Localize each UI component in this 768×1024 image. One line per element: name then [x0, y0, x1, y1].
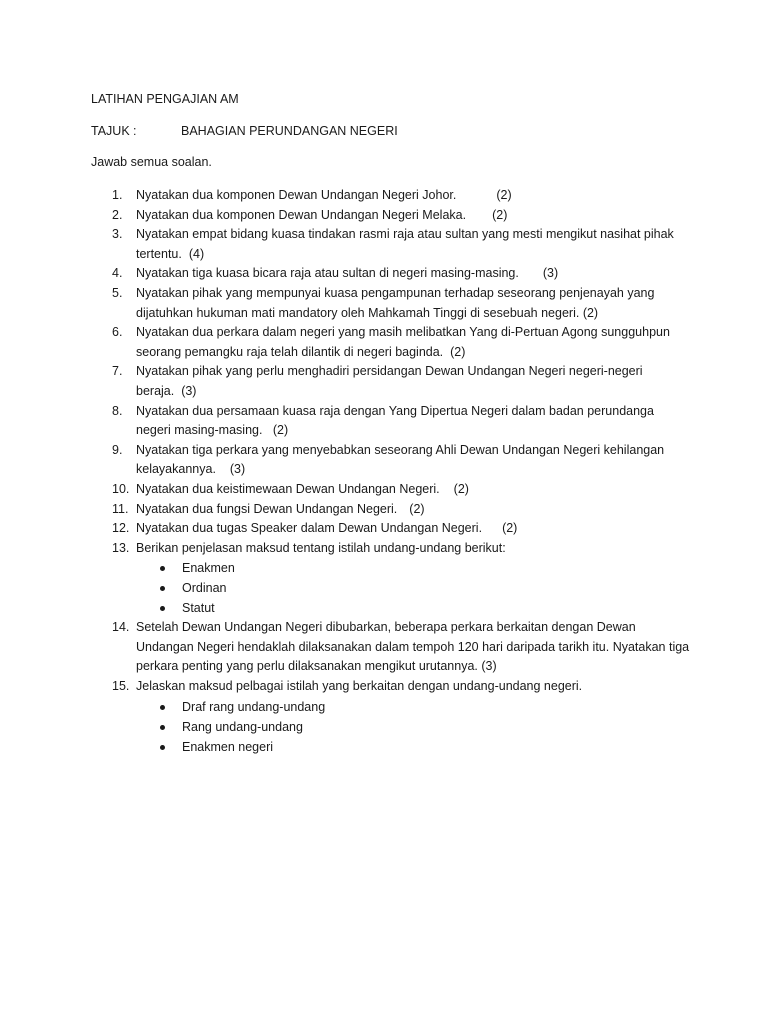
question-text: Nyatakan tiga kuasa bicara raja atau sultan di negeri masing-masing. — [136, 266, 519, 281]
question-text: Setelah Dewan Undangan Negeri dibubarkan, beberapa perkara berkaitan dengan Dewan Undangan Negeri hendaklah dilaksanakan dalam tempoh 120 hari daripada tarikh itu. Nyatakan tiga perkara penting yang perlu dilaksanakan mengikut urutannya. — [136, 620, 690, 674]
document-heading: LATIHAN PENGAJIAN AM — [91, 92, 239, 106]
question-marks: (2) — [496, 188, 512, 202]
question-marks: (3) — [542, 266, 559, 281]
question-text: Nyatakan dua tugas Speaker dalam Dewan Undangan Negeri. — [136, 521, 483, 536]
topic-line — [91, 124, 398, 138]
question-item — [91, 402, 691, 441]
question-item — [91, 618, 691, 677]
question-text: Nyatakan tiga perkara yang menyebabkan seseorang Ahli Dewan Undangan Negeri kehilangan kelayakannya. — [136, 442, 665, 477]
question-marks: (2) — [272, 423, 289, 438]
term-text: Enakmen — [182, 561, 235, 576]
question-marks: (2) — [453, 481, 469, 496]
question-marks: (2) — [502, 521, 518, 536]
question-text: Nyatakan empat bidang kuasa tindakan rasmi raja atau sultan yang mesti mengikut nasihat pihak tertentu. — [136, 227, 674, 261]
question-text: Nyatakan dua persamaan kuasa raja dengan Yang Dipertua Negeri dalam badan perundanga negeri masing-masing. — [136, 403, 654, 438]
question-number: 14. — [112, 620, 130, 635]
question-number: 13. — [112, 540, 130, 555]
term-text: Rang undang-undang — [182, 719, 303, 734]
question-marks: (3) — [481, 659, 497, 674]
term-list — [136, 558, 691, 618]
term-text: Statut — [182, 601, 215, 616]
question-text: Nyatakan pihak yang perlu menghadiri persidangan Dewan Undangan Negeri negeri-negeri beraja. — [136, 364, 643, 398]
bullet-icon — [160, 705, 165, 710]
bullet-icon — [160, 586, 165, 591]
question-text: Nyatakan pihak yang mempunyai kuasa pengampunan terhadap seseorang penjenayah yang dijatuhkan hukuman mati mandatory oleh Mahkamah Tinggi di sesebuah negeri. — [136, 285, 655, 320]
term-text: Enakmen negeri — [182, 739, 274, 754]
question-number: 7. — [112, 364, 123, 379]
question-item — [91, 539, 691, 619]
bullet-icon — [160, 725, 165, 730]
term-item — [136, 717, 691, 737]
question-item — [91, 284, 691, 323]
question-item — [91, 362, 691, 401]
instruction-text: Jawab semua soalan. — [91, 155, 212, 169]
question-marks: (2) — [450, 344, 466, 359]
question-item — [91, 206, 691, 226]
question-number: 5. — [112, 285, 123, 300]
question-text: Berikan penjelasan maksud tentang istilah undang-undang berikut: — [136, 540, 506, 555]
question-text: Nyatakan dua komponen Dewan Undangan Negeri Johor. — [136, 188, 457, 202]
question-marks: (2) — [582, 305, 599, 320]
question-item — [91, 225, 691, 264]
question-number: 3. — [112, 227, 123, 242]
question-number: 12. — [112, 521, 130, 536]
question-item — [91, 480, 691, 500]
term-text: Ordinan — [182, 581, 227, 596]
question-item — [91, 264, 691, 284]
question-text: Nyatakan dua perkara dalam negeri yang masih melibatkan Yang di-Pertuan Agong sungguhpun seorang pemangku raja telah dilantik di negeri baginda. — [136, 325, 670, 359]
question-number: 9. — [112, 442, 123, 457]
question-number: 15. — [112, 679, 130, 694]
term-list — [136, 697, 691, 757]
question-text: Nyatakan dua komponen Dewan Undangan Negeri Melaka. — [136, 207, 467, 222]
question-number: 4. — [112, 266, 123, 281]
question-number: 8. — [112, 403, 123, 418]
question-text: Nyatakan dua keistimewaan Dewan Undangan Negeri. — [136, 481, 440, 496]
question-text: Nyatakan dua fungsi Dewan Undangan Negeri. — [136, 501, 398, 516]
question-text: Jelaskan maksud pelbagai istilah yang berkaitan dengan undang-undang negeri. — [136, 679, 583, 694]
term-item — [136, 737, 691, 757]
bullet-icon — [160, 606, 165, 611]
topic-colon: : — [133, 124, 137, 138]
question-marks: (4) — [188, 246, 205, 261]
question-number: 11. — [112, 501, 129, 516]
topic-value: BAHAGIAN PERUNDANGAN NEGERI — [181, 124, 398, 138]
question-marks: (2) — [409, 501, 425, 516]
question-marks: (3) — [181, 383, 197, 398]
question-item — [91, 323, 691, 362]
bullet-icon — [160, 745, 165, 750]
question-item — [91, 441, 691, 480]
question-item — [91, 519, 691, 539]
question-item — [91, 677, 691, 757]
question-item — [91, 186, 691, 206]
term-item — [136, 697, 691, 717]
question-marks: (2) — [492, 207, 508, 222]
question-number: 10. — [112, 481, 130, 496]
term-item — [136, 558, 691, 578]
question-number: 2. — [112, 207, 123, 222]
question-list — [91, 186, 691, 757]
topic-label: TAJUK — [91, 124, 130, 138]
question-item — [91, 500, 691, 520]
question-number: 1. — [112, 188, 123, 202]
term-item — [136, 578, 691, 598]
bullet-icon — [160, 566, 165, 571]
question-marks: (3) — [229, 462, 246, 477]
term-item — [136, 598, 691, 618]
question-number: 6. — [112, 325, 123, 340]
term-text: Draf rang undang-undang — [182, 699, 326, 714]
